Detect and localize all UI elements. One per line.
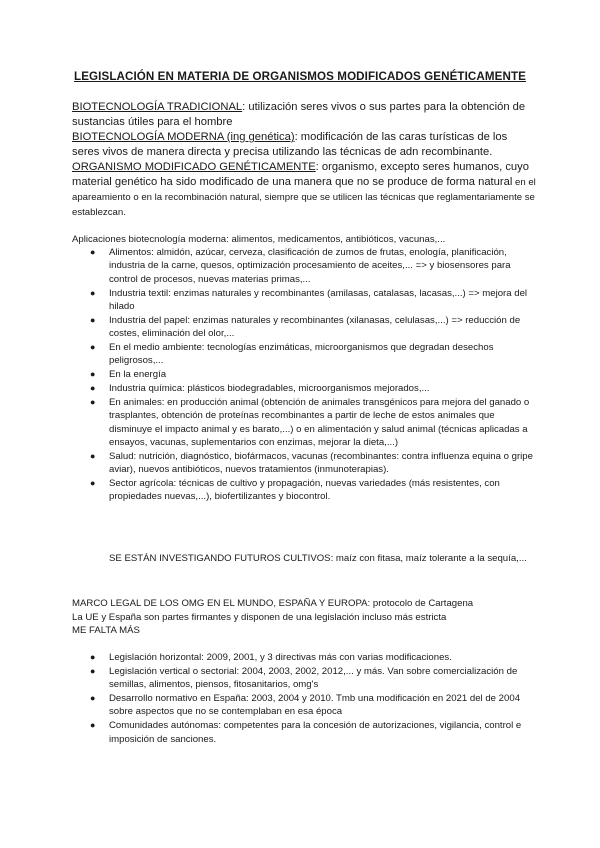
def-modern-text: : modificación de las caras turísticas de los seres vivos de manera directa y precisa utilizando las técnicas de adn recombinante. bbox=[72, 131, 508, 158]
def-omg-term: ORGANISMO MODIFICADO GENÉTICAMENTE bbox=[72, 161, 316, 173]
def-traditional-term: BIOTECNOLOGÍA TRADICIONAL bbox=[72, 101, 243, 113]
bullet-icon: ● bbox=[90, 314, 96, 325]
bullet-icon: ● bbox=[90, 287, 96, 298]
list-item: ● En la energía bbox=[90, 369, 167, 381]
list-item: ● Legislación horizontal: 2009, 2001, y 3 directivas más con varias modificaciones. bbox=[90, 652, 452, 663]
def-traditional-text: : utilización seres vivos o sus partes para la obtención de sustancias útiles para el hombre bbox=[72, 101, 526, 128]
list-item: ● Industria del papel: enzimas naturales y recombinantes (xilanasas, celulasas,...) => reducción de costes, eliminación del olor,... bbox=[90, 314, 521, 340]
bullet-icon: ● bbox=[90, 665, 96, 676]
list-item: ● Industria textil: enzimas naturales y recombinantes (amilasas, catalasas, lacasas,...) => mejora del hilado bbox=[90, 287, 528, 313]
bullet-icon: ● bbox=[90, 478, 96, 489]
bullet-icon: ● bbox=[90, 383, 96, 394]
bullet-icon: ● bbox=[90, 693, 96, 703]
def-modern-term: BIOTECNOLOGÍA MODERNA (ing genética) bbox=[72, 131, 295, 143]
legal-framework-block bbox=[72, 597, 542, 638]
bullet-icon: ● bbox=[90, 247, 96, 257]
list-item: ● Comunidades autónomas: competentes para la concesión de autorizaciones, vigilancia, control e imposición de sanciones. bbox=[90, 720, 522, 745]
list-item: ● Desarrollo normativo en España: 2003, 2004 y 2010. Tmb una modificación en 2021 del de 2004 sobre aspectos que no se contemplaban en esa época bbox=[90, 693, 521, 718]
list-item: ● En el medio ambiente: tecnologías enzimáticas, microorganismos que degradan desechos peligrosos,... bbox=[90, 342, 494, 367]
legal-line-2: La UE y España son partes firmantes y disponen de una legislación incluso más estricta bbox=[72, 611, 447, 623]
document-title: LEGISLACIÓN EN MATERIA DE ORGANISMOS MODIFICADOS GENÉTICAMENTE bbox=[74, 70, 526, 83]
bullet-icon: ● bbox=[90, 369, 96, 380]
list-item: ● Legislación vertical o sectorial: 2004, 2003, 2002, 2012,... y más. Van sobre comercialización de semillas, alimentos, piensos, fitosanitarios, omg's bbox=[90, 665, 518, 691]
research-note: SE ESTÁN INVESTIGANDO FUTUROS CULTIVOS: maíz con fitasa, maíz tolerante a la sequía,... bbox=[109, 553, 527, 564]
legislation-list bbox=[72, 651, 540, 746]
list-item: ● Salud: nutrición, diagnóstico, biofármacos, vacunas (recombinantes: contra influenza equina o gripe aviar), nuevos antibióticos, nuevos tratamientos (inmunoterapias). bbox=[90, 450, 533, 476]
def-omg-text: : organismo, excepto seres humanos, cuyo material genético ha sido modificado de una manera que no se produce de forma natural bbox=[72, 161, 529, 188]
legal-line-3: ME FALTA MÁS bbox=[72, 625, 140, 636]
bullet-icon: ● bbox=[90, 720, 96, 731]
bullet-icon: ● bbox=[90, 342, 96, 353]
list-item: ● En animales: en producción animal (obtención de animales transgénicos para mejora del ganado o trasplantes, obtención de proteínas recombinantes a partir de leche de estos animales que disminuye el impacto animal y es barato,...) o en alimentación y salud animal (técnicas aplicadas a ensayos, vacunas, suplementarios con enzimas, mejorar la dieta,...) bbox=[90, 396, 530, 449]
applications-list bbox=[72, 246, 540, 504]
bullet-icon: ● bbox=[90, 450, 96, 461]
bullet-icon: ● bbox=[90, 652, 96, 662]
applications-intro: Aplicaciones biotecnología moderna: alimentos, medicamentos, antibióticos, vacunas,... bbox=[72, 234, 446, 245]
definitions-block bbox=[72, 100, 537, 220]
list-item: ● Alimentos: almidón, azúcar, cerveza, clasificación de zumos de frutas, enología, planificación, industria de la carne, quesos, optimización procesamiento de aceites,... => y biosensores para control de procesos, nuevas materias primas,... bbox=[90, 247, 511, 285]
list-item: ● Sector agrícola: técnicas de cultivo y propagación, nuevas variedades (más resistentes, con propiedades nuevas,...), biofertilizantes y biocontrol. bbox=[90, 478, 500, 503]
legal-line-1: MARCO LEGAL DE LOS OMG EN EL MUNDO, ESPAÑA Y EUROPA: protocolo de Cartagena bbox=[72, 598, 474, 609]
def-omg-text-continued: en el apareamiento o en la recombinación natural, siempre que se utilicen las técnicas que reglamentariamente se establezcan. bbox=[72, 177, 536, 218]
list-item: ● Industria química: plásticos biodegradables, microorganismos mejorados,... bbox=[90, 383, 430, 395]
bullet-icon: ● bbox=[90, 396, 96, 407]
